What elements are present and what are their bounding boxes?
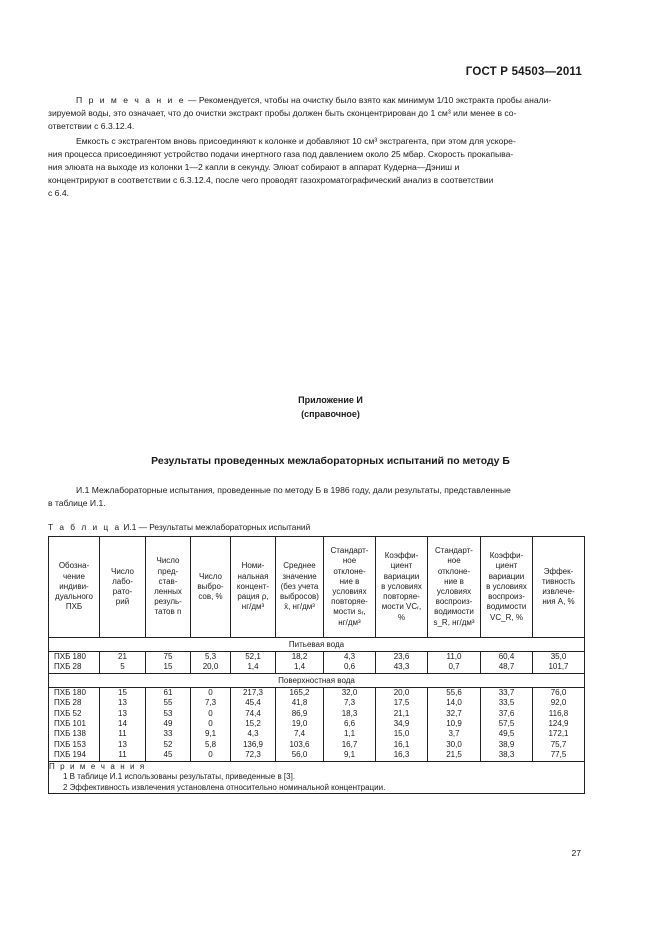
data-column-cell [376, 687, 428, 761]
data-column-cell [146, 687, 191, 761]
column-header-line: концент- [236, 581, 270, 591]
column-header [231, 537, 276, 638]
column-header-line: ние в [339, 576, 360, 586]
column-header-line: x̄, нг/дм³ [284, 602, 315, 612]
note-line: ответствии с 6.3.12.4. [48, 121, 135, 131]
table-cell: 52,1 [245, 652, 261, 661]
section-row [49, 638, 585, 652]
column-header-line: вариации [488, 571, 525, 581]
table-cell: 16,1 [393, 739, 410, 749]
table-cell: 75,7 [550, 739, 567, 749]
intro-line: в таблице И.1. [48, 498, 106, 508]
table-cell: 15,0 [393, 729, 410, 739]
table-cell: 15 [163, 662, 173, 672]
column-header-line: ное [447, 556, 461, 566]
column-header-line: VC_R, % [490, 612, 523, 622]
table-cell: 41,8 [291, 698, 308, 708]
table-cell: 19,0 [291, 719, 308, 729]
table-cell: 55,6 [446, 687, 462, 697]
table-cell: 53 [163, 708, 173, 718]
column-header-line: водимости [486, 602, 527, 612]
table-cell: 57,5 [498, 719, 515, 729]
table-cell: 14,0 [446, 698, 462, 708]
column-header-line: циент [390, 561, 413, 571]
column-header [100, 537, 146, 638]
column-header-line: выбро- [197, 581, 224, 591]
data-column-cell [324, 652, 376, 674]
table-cell: 21,1 [393, 708, 410, 718]
section-data-rows [49, 652, 585, 674]
data-column-cell [324, 687, 376, 761]
column-header-line: Стандарт- [330, 546, 369, 556]
column-header [533, 537, 585, 638]
column-header-line: пред- [157, 566, 179, 576]
column-header-line: извлече- [542, 587, 575, 596]
table-cell: ПХБ 28 [54, 698, 82, 708]
column-header-line: сов, % [198, 592, 223, 602]
table-cell: 37,6 [498, 708, 515, 718]
table-cell: 101,7 [548, 662, 569, 672]
data-column-cell [231, 687, 276, 761]
column-header-line: отклоне- [333, 566, 366, 576]
table-cell: 38,3 [498, 750, 515, 760]
paragraph-line: Емкость с экстрагентом вновь присоединяют к колонке и добавляют 10 см³ экстрагента, при этом для ускоре- [76, 136, 516, 146]
table-cell: 103,6 [289, 739, 310, 749]
table-caption [48, 522, 310, 532]
table-cell: 0 [208, 750, 213, 760]
table-cell: 18,3 [341, 708, 358, 718]
column-header-line: условиях [332, 587, 367, 596]
table-cell: 56,0 [291, 750, 308, 760]
data-column-cell [100, 687, 146, 761]
table-cell: 6,6 [343, 719, 356, 729]
table-cell: 0,7 [448, 662, 460, 672]
note-item: 2 Эффективность извлечения установлена относительно номинальной концентрации. [63, 782, 386, 792]
column-header-line: Число [198, 571, 222, 581]
column-header-line: ние в [444, 576, 464, 586]
column-header-line: в условиях [486, 581, 527, 591]
column-header-line: водимости [434, 607, 474, 617]
results-title: Результаты проведенных межлабораторных испытаний по методу Б [151, 456, 510, 467]
column-header-line: мости VCᵣ, [381, 602, 422, 612]
table-cell: 32,0 [341, 687, 358, 697]
table-cell: 13 [118, 708, 127, 718]
column-header [276, 537, 324, 638]
appendix-title: Приложение И [298, 395, 363, 405]
table-cell: 48,7 [498, 662, 515, 672]
table-cell: 49 [163, 719, 173, 729]
column-header-line: отклоне- [437, 566, 471, 576]
table-cell: 0,6 [343, 662, 356, 672]
table-cell: 11 [118, 729, 127, 739]
column-header-line: Число [156, 556, 180, 566]
column-header-line: Номи- [241, 561, 265, 571]
table-cell: 74,4 [245, 708, 261, 718]
table-cell: 5,3 [204, 652, 217, 661]
data-column-cell [191, 687, 231, 761]
paragraph-line: концентрируют в соответствии с 6.3.12.4, после чего проводят газохроматографический анализ в соответствии [48, 175, 494, 185]
table-cell: 15,2 [245, 719, 261, 729]
intro-paragraph [48, 484, 582, 510]
column-header-line: ПХБ [65, 602, 83, 612]
table-cell: 136,9 [242, 739, 264, 749]
data-column-cell [100, 652, 146, 674]
section-title: Питьевая вода [49, 638, 585, 652]
table-cell: 21,5 [446, 750, 462, 760]
section-row [49, 673, 585, 687]
data-column-cell [49, 687, 100, 761]
table-cell: 13 [118, 698, 127, 708]
column-header-line: тивность [541, 576, 576, 586]
table-cell: 45 [163, 750, 173, 760]
table-cell: 0 [208, 687, 213, 697]
data-column-cell [481, 652, 533, 674]
column-header-line: Среднее [283, 561, 316, 571]
data-column-cell [191, 652, 231, 674]
table-cell: 7,3 [204, 698, 217, 708]
column-header-line: чение [63, 571, 85, 581]
table-notes [49, 761, 585, 794]
column-header-line: (без учета [280, 581, 319, 591]
column-header-line: s_R, нг/дм³ [433, 617, 475, 627]
column-header-line: ния A, % [542, 597, 575, 607]
table-cell: 52 [163, 739, 173, 749]
table-cell: 1,4 [293, 662, 306, 672]
section-data-rows [49, 687, 585, 761]
table-cell: 1,1 [343, 729, 356, 739]
column-header-line: Стандарт- [435, 546, 473, 556]
table-cell: 20,0 [393, 687, 410, 697]
table-cell: 43,3 [393, 662, 410, 672]
table-cell: 18,2 [291, 652, 308, 661]
table-cell: 10,9 [446, 719, 462, 729]
table-cell: 34,9 [393, 719, 410, 729]
table-cell: 1,4 [247, 662, 259, 672]
note-label: П р и м е ч а н и е [76, 95, 186, 105]
table-cell: 16,3 [393, 750, 410, 760]
data-column-cell [376, 652, 428, 674]
column-header-line: ленных [154, 587, 182, 596]
column-header-line: ное [342, 556, 357, 566]
column-header [49, 537, 100, 638]
table-cell: ПХБ 28 [54, 662, 82, 672]
table-cell: 7,3 [343, 698, 356, 708]
data-column-cell [533, 687, 585, 761]
data-column-cell [428, 652, 481, 674]
column-header-line: лабо- [112, 576, 133, 586]
column-header-line: Коэффи- [489, 551, 524, 561]
column-header [146, 537, 191, 638]
data-column-cell [146, 652, 191, 674]
column-header-line: рий [115, 597, 130, 607]
data-column-cell [231, 652, 276, 674]
table-cell: 16,7 [341, 739, 358, 749]
paragraph-line: ния элюата на выходе из колонки 1—2 капли в секунду. Элюат собирают в аппарат Кудерна—Дэниш и [48, 162, 460, 172]
column-header-line: воспроиз- [435, 597, 473, 607]
body-paragraph [48, 135, 582, 200]
column-header-line: вариации [383, 571, 420, 581]
note-line: зируемой воды, это означает, что до очистки экстракт пробы должен быть сконцентрирован до 1 см³ или менее в со- [48, 108, 517, 118]
table-header-row [49, 537, 585, 638]
column-header [324, 537, 376, 638]
column-header-line: Обозна- [58, 561, 90, 571]
table-cell: 13 [118, 739, 127, 749]
table-cell: 76,0 [550, 687, 567, 697]
column-header [428, 537, 481, 638]
table-cell: 33,7 [498, 687, 515, 697]
column-header-line: рато- [112, 587, 133, 596]
table-cell: ПХБ 153 [54, 739, 86, 749]
table-cell: ПХБ 52 [54, 708, 82, 718]
table-cell: 5 [120, 662, 125, 672]
table-cell: 23,6 [393, 652, 410, 661]
table-cell: 33 [163, 729, 173, 739]
table-cell: 7,4 [293, 729, 306, 739]
table-cell: 15 [118, 687, 127, 697]
table-cell: 77,5 [550, 750, 567, 760]
table-cell: 0 [208, 708, 213, 718]
table-cell: 17,5 [393, 698, 410, 708]
column-header-line: дуального [55, 592, 93, 602]
table-cell: 30,0 [446, 739, 462, 749]
results-table [48, 536, 585, 794]
table-cell: 60,4 [498, 652, 515, 661]
table-cell: 3,7 [448, 729, 460, 739]
data-column-cell [428, 687, 481, 761]
appendix-subtitle: (справочное) [301, 409, 360, 419]
data-column-cell [276, 687, 324, 761]
column-header-line: мости sᵣ, [333, 607, 366, 617]
table-cell: 172,1 [548, 729, 569, 739]
paragraph-line: с 6.4. [48, 188, 70, 198]
appendix-heading [0, 393, 661, 421]
caption-label: Т а б л и ц а [48, 522, 122, 532]
table-cell: 11 [118, 750, 127, 760]
column-header-line: % [397, 612, 406, 622]
column-header-line: циент [495, 561, 518, 571]
table-cell: 21 [118, 652, 127, 661]
column-header [376, 537, 428, 638]
notes-label: П р и м е ч а н и я [49, 761, 146, 771]
table-cell: ПХБ 180 [54, 652, 86, 661]
table-cell: ПХБ 101 [54, 719, 86, 729]
column-header [481, 537, 533, 638]
table-cell: 86,9 [291, 708, 308, 718]
data-column-cell [481, 687, 533, 761]
table-notes-row [49, 761, 585, 794]
table-cell: 92,0 [550, 698, 567, 708]
table-cell: 14 [118, 719, 127, 729]
column-header-line: Коэффи- [384, 551, 419, 561]
column-header-line: нальная [237, 571, 269, 581]
table-cell: 9,1 [343, 750, 356, 760]
table-cell: 4,3 [247, 729, 259, 739]
column-header-line: нг/дм³ [241, 602, 265, 612]
column-header-line: повторяе- [383, 592, 420, 602]
table-cell: 55 [163, 698, 173, 708]
table-cell: 165,2 [289, 687, 310, 697]
table-cell: 5,8 [204, 739, 217, 749]
table-cell: ПХБ 180 [54, 687, 86, 697]
table-cell: 72,3 [245, 750, 261, 760]
table-cell: 75 [163, 652, 173, 661]
column-header-line: Эффек- [543, 566, 574, 576]
table-cell: 38,9 [498, 739, 515, 749]
table-cell: 116,8 [548, 708, 569, 718]
table-cell: ПХБ 194 [54, 750, 86, 760]
column-header-line: повторяе- [331, 597, 368, 607]
note-item: 1 В таблице И.1 использованы результаты, приведенные в [3]. [63, 772, 296, 782]
column-header [191, 537, 231, 638]
document-id: ГОСТ Р 54503—2011 [465, 66, 582, 78]
column-header-line: в условиях [381, 581, 422, 591]
table-cell: ПХБ 138 [54, 729, 86, 739]
table-cell: 0 [208, 719, 213, 729]
table-cell: 49,5 [498, 729, 515, 739]
page-number: 27 [571, 848, 581, 858]
note-top [48, 94, 582, 133]
table-cell: 11,0 [446, 652, 462, 661]
data-column-cell [49, 652, 100, 674]
table-cell: 32,7 [446, 708, 462, 718]
data-column-cell [533, 652, 585, 674]
table-cell: 9,1 [204, 729, 217, 739]
note-line: — Рекомендуется, чтобы на очистку было взято как минимум 1/10 экстракта пробы анали- [187, 95, 552, 105]
table-cell: 4,3 [343, 652, 356, 661]
table-cell: 217,3 [242, 687, 264, 697]
column-header-line: выбросов) [280, 592, 319, 602]
table-cell: 61 [163, 687, 173, 697]
column-header-line: воспроиз- [488, 592, 525, 602]
table-cell: 33,5 [498, 698, 515, 708]
intro-line: И.1 Межлабораторные испытания, проведенные по методу Б в 1986 году, дали результаты, представленные [76, 485, 511, 495]
column-header-line: индиви- [59, 581, 89, 591]
column-header-line: Число [110, 566, 134, 576]
table-cell: 20,0 [202, 662, 219, 672]
column-header-line: нг/дм³ [338, 617, 361, 627]
paragraph-line: ния процесса присоединяют устройство подачи инертного газа под давлением около 25 мбар. Скорость прокапыва- [48, 149, 514, 159]
column-header-line: татов n [154, 607, 182, 617]
column-header-line: резуль- [154, 597, 182, 607]
section-title: Поверхностная вода [49, 673, 585, 687]
column-header-line: став- [158, 576, 178, 586]
caption-text: И.1 — Результаты межлабораторных испытаний [123, 522, 311, 532]
data-column-cell [276, 652, 324, 674]
column-header-line: рация ρ, [237, 592, 269, 602]
column-header-line: значение [282, 571, 317, 581]
table-cell: 45,4 [245, 698, 261, 708]
column-header-line: условиях [436, 587, 472, 596]
table-cell: 124,9 [548, 719, 569, 729]
table-cell: 35,0 [550, 652, 567, 661]
